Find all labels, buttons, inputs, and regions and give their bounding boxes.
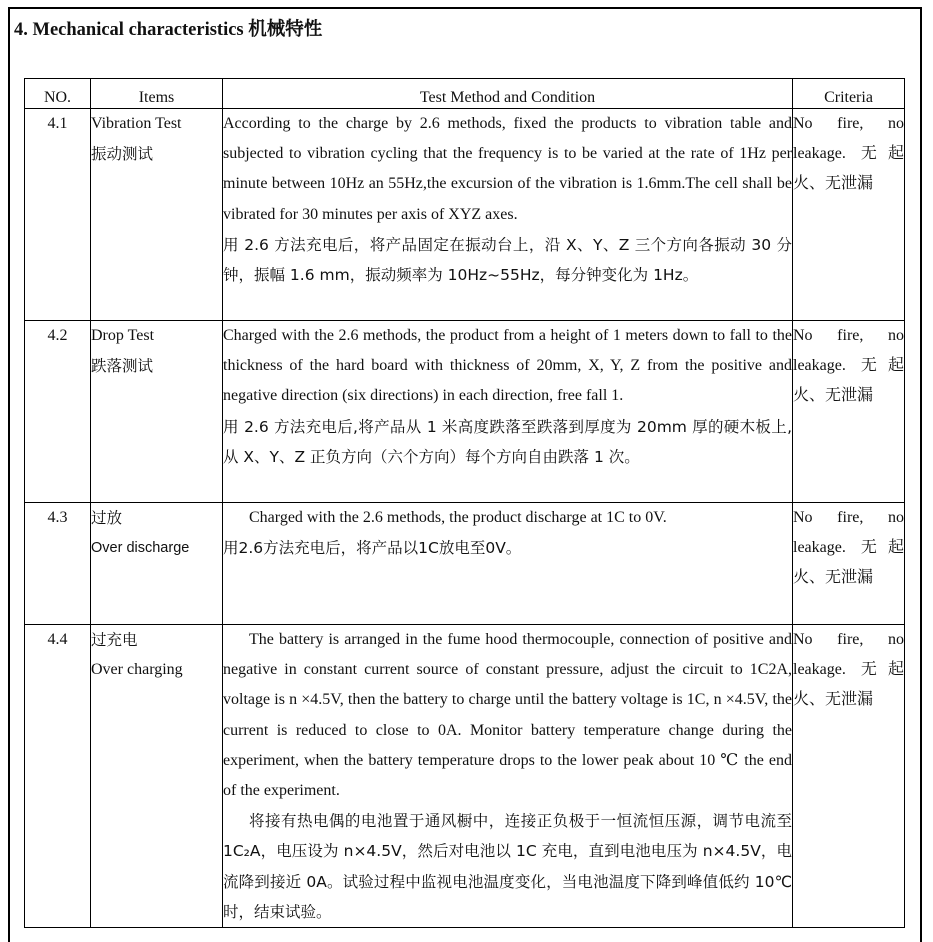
item-cell <box>91 109 223 321</box>
table-row <box>25 625 905 928</box>
criteria-cell: No fire, no leakage. 无起火、无泄漏 <box>793 321 905 503</box>
method-text-zh: 用 2.6 方法充电后，将产品固定在振动台上，沿 X、Y、Z 三个方向各振动 30 分钟，振幅 1.6 mm，振动频率为 10Hz~55Hz，每分钟变化为 1Hz。 <box>223 235 792 285</box>
method-text-en: Charged with the 2.6 methods, the product discharge at 1C to 0V. <box>249 509 667 526</box>
row-number: 4.1 <box>25 109 91 321</box>
item-name-en: Over charging <box>91 661 183 678</box>
method-text-en: Charged with the 2.6 methods, the product from a height of 1 meters down to fall to the thickness of the hard board with thickness of 20mm, X, Y, Z from the positive and negative direction (six directions) in each direction, free fall 1. <box>223 327 792 405</box>
mechanical-characteristics-table <box>24 78 905 928</box>
criteria-cell: No fire, no leakage. 无起火、无泄漏 <box>793 503 905 625</box>
item-name-en: Vibration Test <box>91 115 182 132</box>
item-cell <box>91 625 223 928</box>
item-name-zh: 过放 <box>91 509 123 527</box>
criteria-cell: No fire, no leakage. 无起火、无泄漏 <box>793 109 905 321</box>
row-number: 4.4 <box>25 625 91 928</box>
table-row <box>25 321 905 503</box>
table-row <box>25 503 905 625</box>
criteria-cell: No fire, no leakage. 无起火、无泄漏 <box>793 625 905 928</box>
item-name-zh: 过充电 <box>91 631 138 649</box>
method-text-zh: 用2.6方法充电后，将产品以1C放电至0V。 <box>223 539 522 558</box>
header-method: Test Method and Condition <box>223 79 793 109</box>
item-name-zh: 跌落测试 <box>91 357 154 375</box>
row-number: 4.2 <box>25 321 91 503</box>
method-cell <box>223 109 793 321</box>
item-cell <box>91 503 223 625</box>
item-name-en: Over discharge <box>91 540 190 556</box>
method-cell <box>223 321 793 503</box>
table-header-row <box>25 79 905 109</box>
item-cell <box>91 321 223 503</box>
item-name-en: Drop Test <box>91 327 155 344</box>
method-text-en: The battery is arranged in the fume hood thermocouple, connection of positive and negative in constant current source of constant pressure, adjust the circuit to 1C2A, voltage is n ×4.5V, then the battery to charge until the battery voltage is 1C, n ×4.5V, the current is reduced to close to 0A. Monitor battery temperature change during the experiment, when the battery temperature drops to the lower peak about 10 ℃ the end of the experiment. <box>223 631 792 800</box>
row-number: 4.3 <box>25 503 91 625</box>
table-row <box>25 109 905 321</box>
header-items: Items <box>91 79 223 109</box>
method-cell <box>223 625 793 928</box>
header-no: NO. <box>25 79 91 109</box>
method-text-en: According to the charge by 2.6 methods, fixed the products to vibration table and subjected to vibration cycling that the frequency is to be varied at the rate of 1Hz per minute between 10Hz an 55Hz,the excursion of the vibration is 1.6mm.The cell shall be vibrated for 30 minutes per axis of XYZ axes. <box>223 115 792 223</box>
method-cell <box>223 503 793 625</box>
item-name-zh: 振动测试 <box>91 145 154 163</box>
section-title: 4. Mechanical characteristics 机械特性 <box>14 20 323 40</box>
header-criteria: Criteria <box>793 79 905 109</box>
method-text-zh: 将接有热电偶的电池置于通风橱中，连接正负极于一恒流恒压源，调节电流至 1C₂A，电压设为 n×4.5V，然后对电池以 1C 充电，直到电池电压为 n×4.5V，电流降到接近 0A。试验过程中监视电池温度变化，当电池温度下降到峰值低约 10℃时，结束试验。 <box>223 812 792 921</box>
method-text-zh: 用 2.6 方法充电后,将产品从 1 米高度跌落至跌落到厚度为 20mm 厚的硬木板上,从 X、Y、Z 正负方向（六个方向）每个方向自由跌落 1 次。 <box>223 417 792 466</box>
